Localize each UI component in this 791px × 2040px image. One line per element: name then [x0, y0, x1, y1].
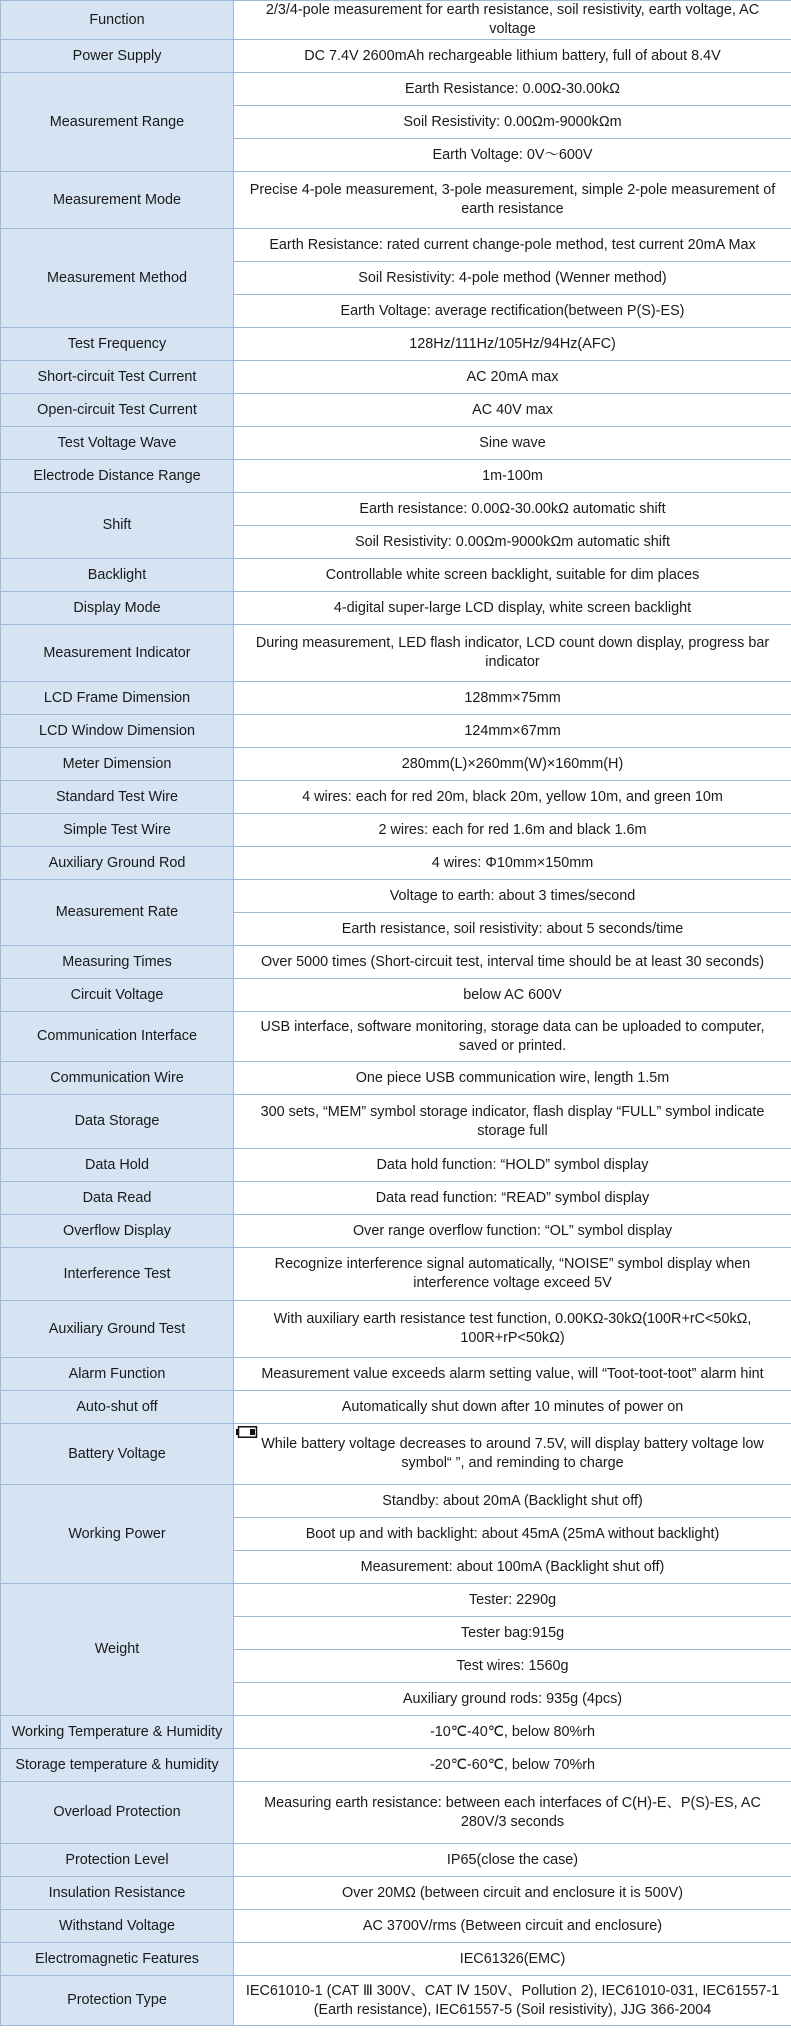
spec-value: 4 wires: Φ10mm×150mm	[234, 847, 791, 880]
table-row	[1, 946, 791, 979]
spec-label: Open-circuit Test Current	[1, 394, 234, 427]
spec-label: Auxiliary Ground Rod	[1, 847, 234, 880]
table-row	[1, 715, 791, 748]
table-row	[1, 682, 791, 715]
spec-label: Insulation Resistance	[1, 1877, 234, 1910]
spec-value: DC 7.4V 2600mAh rechargeable lithium battery, full of about 8.4V	[234, 40, 791, 73]
spec-value: Controllable white screen backlight, suitable for dim places	[234, 559, 791, 592]
spec-value: Over 20MΩ (between circuit and enclosure it is 500V)	[234, 1877, 791, 1910]
spec-value: USB interface, software monitoring, storage data can be uploaded to computer, saved or printed.	[234, 1012, 791, 1062]
table-row	[1, 1012, 791, 1062]
spec-label: Measurement Range	[1, 73, 234, 172]
table-row	[1, 1358, 791, 1391]
spec-label: Measurement Method	[1, 229, 234, 328]
spec-value: IP65(close the case)	[234, 1844, 791, 1877]
spec-value: 4-digital super-large LCD display, white screen backlight	[234, 592, 791, 625]
table-row	[1, 1182, 791, 1215]
spec-value: Data read function: “READ” symbol display	[234, 1182, 791, 1215]
spec-value: Soil Resistivity: 4-pole method (Wenner method)	[234, 262, 791, 295]
spec-label: Overload Protection	[1, 1782, 234, 1844]
spec-value: IEC61010-1 (CAT Ⅲ 300V、CAT Ⅳ 150V、Pollution 2), IEC61010-031, IEC61557-1 (Earth resistance), IEC61557-5 (Soil resistivity), JJG 366-2004	[234, 1976, 791, 2026]
spec-label: Data Storage	[1, 1095, 234, 1149]
table-row	[1, 1584, 791, 1617]
spec-label: Shift	[1, 493, 234, 559]
spec-value: 1m-100m	[234, 460, 791, 493]
spec-value: Measurement: about 100mA (Backlight shut off)	[234, 1551, 791, 1584]
table-row	[1, 847, 791, 880]
spec-label: Storage temperature & humidity	[1, 1749, 234, 1782]
spec-label: Simple Test Wire	[1, 814, 234, 847]
spec-label: Backlight	[1, 559, 234, 592]
spec-value: With auxiliary earth resistance test function, 0.00KΩ-30kΩ(100R+rC<50kΩ, 100R+rP<50kΩ)	[234, 1301, 791, 1358]
spec-value: AC 40V max	[234, 394, 791, 427]
table-row	[1, 328, 791, 361]
table-row	[1, 979, 791, 1012]
table-row	[1, 1095, 791, 1149]
spec-label: Interference Test	[1, 1248, 234, 1301]
spec-value: Precise 4-pole measurement, 3-pole measurement, simple 2-pole measurement of earth resistance	[234, 172, 791, 229]
spec-label: Data Read	[1, 1182, 234, 1215]
spec-value: Automatically shut down after 10 minutes of power on	[234, 1391, 791, 1424]
table-row	[1, 1, 791, 40]
table-row	[1, 625, 791, 682]
table-row	[1, 1877, 791, 1910]
table-row	[1, 1215, 791, 1248]
spec-label: Auto-shut off	[1, 1391, 234, 1424]
spec-label: Electrode Distance Range	[1, 460, 234, 493]
spec-value: 280mm(L)×260mm(W)×160mm(H)	[234, 748, 791, 781]
table-row	[1, 1248, 791, 1301]
spec-label: Test Voltage Wave	[1, 427, 234, 460]
spec-value: Auxiliary ground rods: 935g (4pcs)	[234, 1683, 791, 1716]
spec-value: Test wires: 1560g	[234, 1650, 791, 1683]
spec-value: Over 5000 times (Short-circuit test, interval time should be at least 30 seconds)	[234, 946, 791, 979]
spec-value: While battery voltage decreases to around 7.5V, will display battery voltage low symbol“ ”, and reminding to charge	[234, 1424, 791, 1485]
table-row	[1, 394, 791, 427]
spec-value: 2/3/4-pole measurement for earth resistance, soil resistivity, earth voltage, AC voltage	[234, 1, 791, 40]
spec-label: Overflow Display	[1, 1215, 234, 1248]
spec-value: Tester: 2290g	[234, 1584, 791, 1617]
spec-value: -10℃-40℃, below 80%rh	[234, 1716, 791, 1749]
table-row	[1, 1149, 791, 1182]
spec-label: Measurement Indicator	[1, 625, 234, 682]
spec-value: AC 3700V/rms (Between circuit and enclosure)	[234, 1910, 791, 1943]
spec-value: Earth Voltage: 0V～600V	[234, 139, 791, 172]
spec-value: Earth Voltage: average rectification(between P(S)-ES)	[234, 295, 791, 328]
table-row	[1, 460, 791, 493]
spec-label: Electromagnetic Features	[1, 1943, 234, 1976]
table-row	[1, 1062, 791, 1095]
spec-label: Short-circuit Test Current	[1, 361, 234, 394]
table-row	[1, 1716, 791, 1749]
spec-value: Earth resistance, soil resistivity: about 5 seconds/time	[234, 913, 791, 946]
spec-label: Battery Voltage	[1, 1424, 234, 1485]
table-row	[1, 1782, 791, 1844]
spec-value: Standby: about 20mA (Backlight shut off)	[234, 1485, 791, 1518]
spec-label: Display Mode	[1, 592, 234, 625]
spec-label: Protection Type	[1, 1976, 234, 2026]
spec-label: Power Supply	[1, 40, 234, 73]
spec-value: 124mm×67mm	[234, 715, 791, 748]
spec-label: Meter Dimension	[1, 748, 234, 781]
spec-value: IEC61326(EMC)	[234, 1943, 791, 1976]
spec-value: During measurement, LED flash indicator, LCD count down display, progress bar indicator	[234, 625, 791, 682]
table-row	[1, 229, 791, 262]
spec-label: Measurement Mode	[1, 172, 234, 229]
spec-label: Alarm Function	[1, 1358, 234, 1391]
spec-value: Tester bag:915g	[234, 1617, 791, 1650]
spec-value: Data hold function: “HOLD” symbol display	[234, 1149, 791, 1182]
spec-value: Boot up and with backlight: about 45mA (25mA without backlight)	[234, 1518, 791, 1551]
spec-value: below AC 600V	[234, 979, 791, 1012]
table-row	[1, 814, 791, 847]
spec-value: AC 20mA max	[234, 361, 791, 394]
spec-label: Test Frequency	[1, 328, 234, 361]
spec-value: Soil Resistivity: 0.00Ωm-9000kΩm automatic shift	[234, 526, 791, 559]
table-row	[1, 781, 791, 814]
spec-value: Over range overflow function: “OL” symbol display	[234, 1215, 791, 1248]
spec-label: Measuring Times	[1, 946, 234, 979]
spec-label: Function	[1, 1, 234, 40]
spec-value: Earth Resistance: rated current change-pole method, test current 20mA Max	[234, 229, 791, 262]
spec-value: Measurement value exceeds alarm setting value, will “Toot-toot-toot” alarm hint	[234, 1358, 791, 1391]
table-row	[1, 748, 791, 781]
spec-label: Protection Level	[1, 1844, 234, 1877]
table-row	[1, 1749, 791, 1782]
table-row	[1, 1910, 791, 1943]
spec-value: Sine wave	[234, 427, 791, 460]
table-row	[1, 880, 791, 913]
table-row	[1, 361, 791, 394]
spec-value: Earth Resistance: 0.00Ω-30.00kΩ	[234, 73, 791, 106]
spec-label: Working Power	[1, 1485, 234, 1584]
spec-label: Withstand Voltage	[1, 1910, 234, 1943]
table-row	[1, 1391, 791, 1424]
spec-value: -20℃-60℃, below 70%rh	[234, 1749, 791, 1782]
table-row	[1, 559, 791, 592]
table-row	[1, 592, 791, 625]
spec-label: Circuit Voltage	[1, 979, 234, 1012]
spec-label: Weight	[1, 1584, 234, 1716]
spec-value: Voltage to earth: about 3 times/second	[234, 880, 791, 913]
table-row	[1, 1844, 791, 1877]
table-row	[1, 1485, 791, 1518]
table-row	[1, 73, 791, 106]
spec-value: 2 wires: each for red 1.6m and black 1.6m	[234, 814, 791, 847]
spec-value: Measuring earth resistance: between each interfaces of C(H)-E、P(S)-ES, AC 280V/3 seconds	[234, 1782, 791, 1844]
table-row	[1, 493, 791, 526]
spec-label: Measurement Rate	[1, 880, 234, 946]
spec-label: Data Hold	[1, 1149, 234, 1182]
table-row	[1, 40, 791, 73]
spec-value: 128Hz/111Hz/105Hz/94Hz(AFC)	[234, 328, 791, 361]
table-row	[1, 172, 791, 229]
table-row	[1, 1943, 791, 1976]
table-row	[1, 1976, 791, 2026]
spec-value: Soil Resistivity: 0.00Ωm-9000kΩm	[234, 106, 791, 139]
battery-low-icon	[236, 1426, 258, 1438]
spec-value: Recognize interference signal automatically, “NOISE” symbol display when interference voltage exceed 5V	[234, 1248, 791, 1301]
table-row	[1, 1301, 791, 1358]
spec-label: Communication Wire	[1, 1062, 234, 1095]
spec-value: Earth resistance: 0.00Ω-30.00kΩ automatic shift	[234, 493, 791, 526]
spec-value: 300 sets, “MEM” symbol storage indicator, flash display “FULL” symbol indicate storage full	[234, 1095, 791, 1149]
table-row	[1, 1424, 791, 1485]
spec-label: LCD Frame Dimension	[1, 682, 234, 715]
table-row	[1, 427, 791, 460]
spec-label: LCD Window Dimension	[1, 715, 234, 748]
spec-value: 128mm×75mm	[234, 682, 791, 715]
spec-label: Auxiliary Ground Test	[1, 1301, 234, 1358]
spec-label: Standard Test Wire	[1, 781, 234, 814]
spec-value: One piece USB communication wire, length 1.5m	[234, 1062, 791, 1095]
spec-label: Communication Interface	[1, 1012, 234, 1062]
spec-table-body	[1, 1, 791, 2026]
spec-label: Working Temperature & Humidity	[1, 1716, 234, 1749]
spec-value: 4 wires: each for red 20m, black 20m, yellow 10m, and green 10m	[234, 781, 791, 814]
